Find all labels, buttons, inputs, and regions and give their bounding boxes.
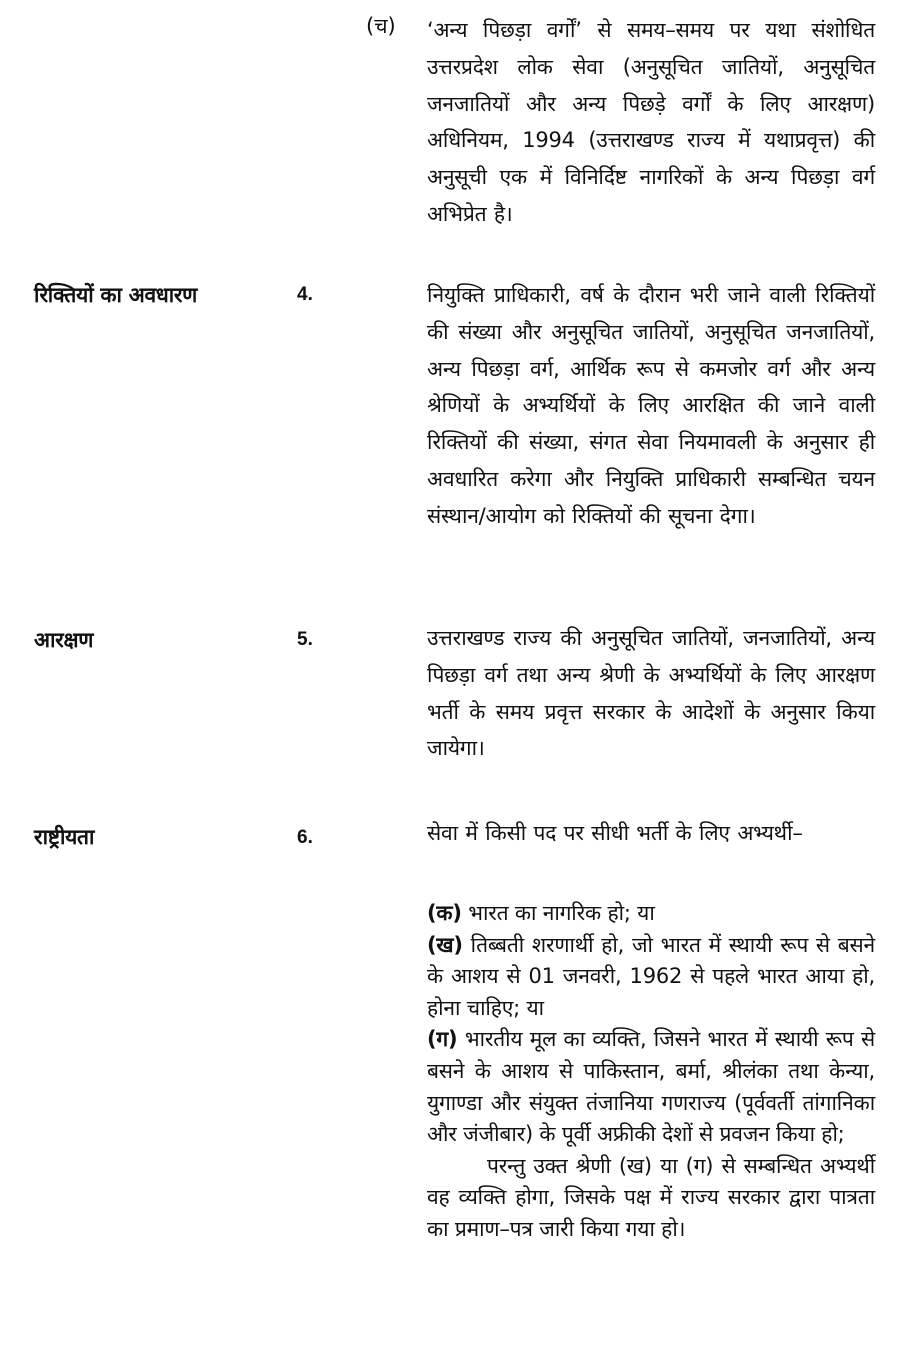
section-5-number: 5. xyxy=(297,629,313,650)
item-ga-text: भारतीय मूल का व्यक्ति, जिसने भारत में स्थायी रूप से बसने के आशय से पाकिस्तान, बर्मा, श्रीलंका तथा केन्या, युगाण्डा और संयुक्त तंजानिया गणराज्य (पूर्ववर्ती तांगानिका और जंजीबार) के पूर्वी अफ्रीकी देशों से प्रवजन किया हो; xyxy=(427,1027,875,1147)
section-6-proviso: परन्तु उक्त श्रेणी (ख) या (ग) से सम्बन्धित अभ्यर्थी वह व्यक्ति होगा, जिसके पक्ष में राज्य सरकार द्वारा पात्रता का प्रमाण–पत्र जारी किया गया हो। xyxy=(427,1153,875,1241)
item-ka-text: भारत का नागरिक हो; या xyxy=(468,901,655,925)
section-4-text: नियुक्ति प्राधिकारी, वर्ष के दौरान भरी जाने वाली रिक्तियों की संख्या और अनुसूचित जातियों, अनुसूचित जनजातियों, अन्य पिछड़ा वर्ग, आर्थिक रूप से कमजोर वर्ग और अन्य श्रेणियों के अभ्यर्थियों के लिए आरक्षित की जाने वाली रिक्तियों की संख्या, संगत सेवा नियमावली के अनुसार ही अवधारित करेगा और नियुक्ति प्राधिकारी सम्बन्धित चयन संस्थान/आयोग को रिक्तियों की सूचना देगा। xyxy=(427,283,875,528)
section-4-number: 4. xyxy=(297,284,313,305)
list-item xyxy=(427,930,875,1025)
clause-ch-text: ‘अन्य पिछड़ा वर्गों’ से समय–समय पर यथा संशोधित उत्तरप्रदेश लोक सेवा (अनुसूचित जातियों, अनुसूचित जनजातियों और अन्य पिछड़े वर्गों के लिए आरक्षण) अधिनियम, 1994 (उत्तराखण्ड राज्य में यथाप्रवृत्त) की अनुसूची एक में विनिर्दिष्ट नागरिकों के अन्य पिछड़ा वर्ग अभिप्रेत है। xyxy=(427,18,875,226)
section-6-items xyxy=(427,898,875,1246)
section-5-text: उत्तराखण्ड राज्य की अनुसूचित जातियों, जनजातियों, अन्य पिछड़ा वर्ग तथा अन्य श्रेणी के अभ्यर्थियों के लिए आरक्षण भर्ती के समय प्रवृत्त सरकार के आदेशों के अनुसार किया जायेगा। xyxy=(427,626,875,761)
section-6-heading: राष्ट्रीयता xyxy=(34,825,95,849)
section-5-heading: आरक्षण xyxy=(34,628,94,652)
list-item xyxy=(427,1024,875,1150)
item-kha-marker: (ख) xyxy=(427,932,463,957)
section-6-number: 6. xyxy=(297,827,313,848)
item-kha-text: तिब्बती शरणार्थी हो, जो भारत में स्थायी रूप से बसने के आशय से 01 जनवरी, 1962 से पहले भारत आया हो, होना चाहिए; या xyxy=(427,932,875,1020)
list-item xyxy=(427,898,875,930)
item-ga-marker: (ग) xyxy=(427,1027,458,1052)
item-ka-marker: (क) xyxy=(427,901,462,925)
section-6-intro: सेवा में किसी पद पर सीधी भर्ती के लिए अभ्यर्थी– xyxy=(427,821,803,845)
clause-ch-marker: (च) xyxy=(366,14,396,38)
section-4-heading: रिक्तियों का अवधारण xyxy=(34,283,198,307)
